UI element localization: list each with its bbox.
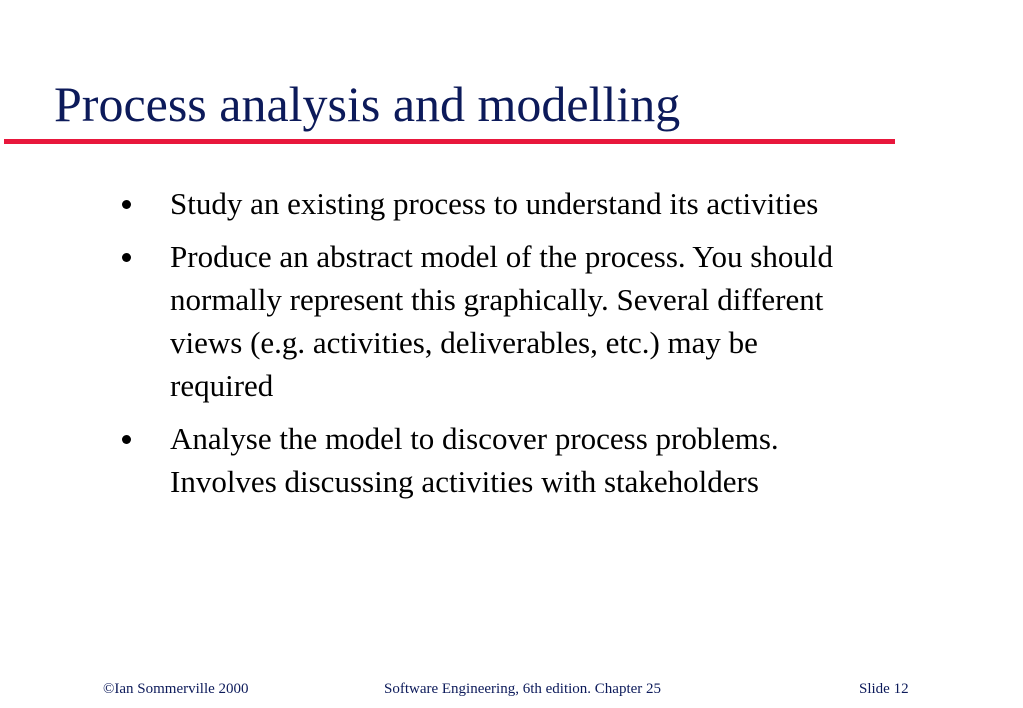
bullet-text: Produce an abstract model of the process. You should normally represent this graphically. Several different views (e.g. activities, deliverables, etc.) may be required bbox=[170, 239, 833, 403]
bullet-dot-icon bbox=[122, 200, 131, 209]
bullet-dot-icon bbox=[122, 435, 131, 444]
bullet-dot-icon bbox=[122, 253, 131, 262]
bullet-item bbox=[120, 235, 840, 407]
bullet-text: Study an existing process to understand its activities bbox=[170, 186, 819, 221]
footer-slide-number: Slide 12 bbox=[859, 681, 909, 697]
footer-book-title: Software Engineering, 6th edition. Chapter 25 bbox=[384, 681, 662, 697]
title-underline-rule bbox=[4, 139, 895, 144]
bullet-list bbox=[120, 182, 840, 513]
bullet-text: Analyse the model to discover process problems. Involves discussing activities with stakeholders bbox=[170, 421, 779, 499]
footer-copyright: ©Ian Sommerville 2000 bbox=[103, 681, 249, 697]
slide-title: Process analysis and modelling bbox=[54, 76, 681, 132]
bullet-item bbox=[120, 182, 840, 225]
bullet-item bbox=[120, 417, 840, 503]
